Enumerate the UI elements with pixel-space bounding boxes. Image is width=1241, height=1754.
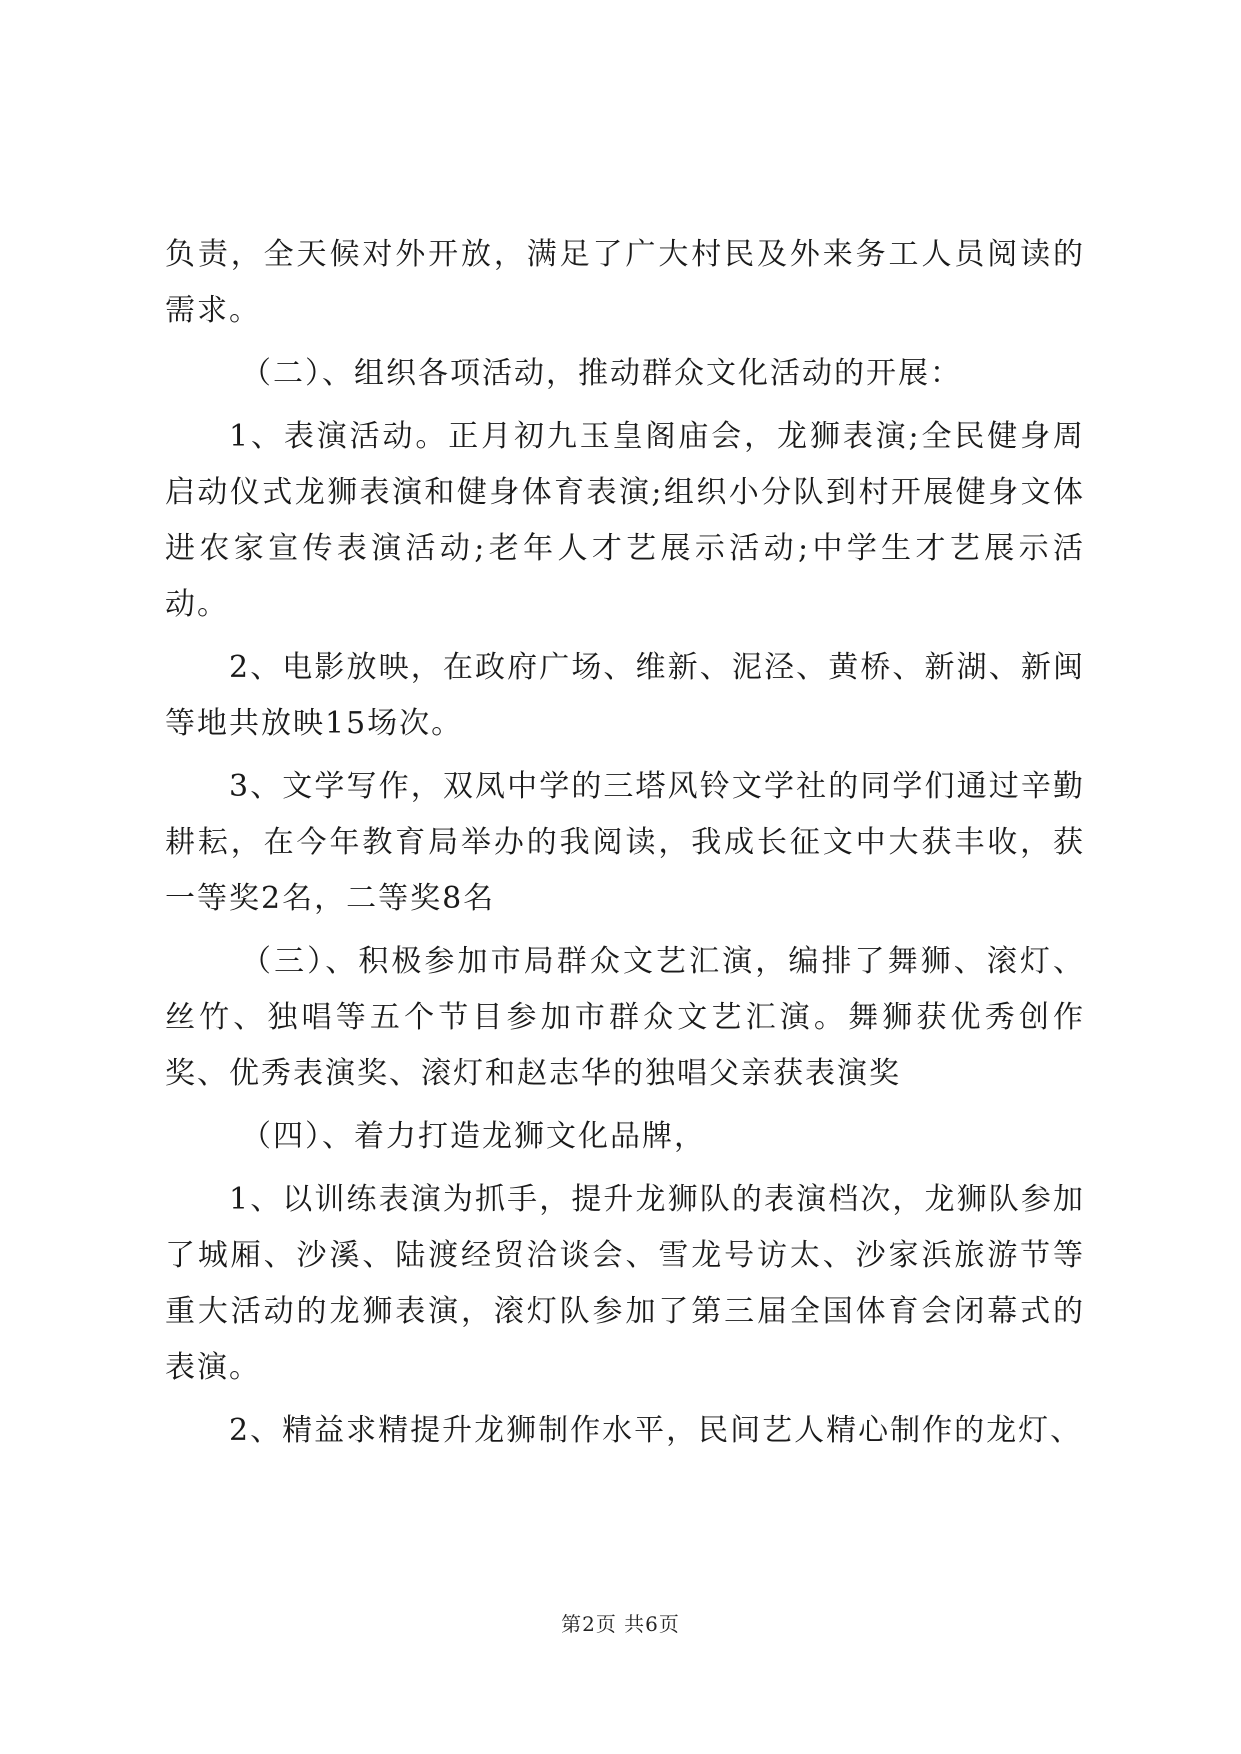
paragraph-continuation: 负责，全天候对外开放，满足了广大村民及外来务工人员阅读的需求。	[165, 237, 1085, 328]
document-body	[165, 227, 1085, 1466]
section-heading-3: （三）、积极参加市局群众文艺汇演，编排了舞狮、滚灯、丝竹、独唱等五个节目参加市群众文艺汇演。舞狮获优秀创作奖、优秀表演奖、滚灯和赵志华的独唱父亲获表演奖	[165, 944, 1085, 1091]
section-heading-4: （四）、着力打造龙狮文化品牌，	[241, 1119, 706, 1154]
page-number-footer: 第2页 共6页	[561, 1612, 680, 1636]
paragraph-item-training: 1、以训练表演为抓手，提升龙狮队的表演档次，龙狮队参加了城厢、沙溪、陆渡经贸洽谈会、雪龙号访太、沙家浜旅游节等重大活动的龙狮表演，滚灯队参加了第三届全国体育会闭幕式的表演。	[165, 1182, 1085, 1385]
paragraph-item-writing: 3、文学写作，双凤中学的三塔风铃文学社的同学们通过辛勤耕耘，在今年教育局举办的我阅读，我成长征文中大获丰收，获一等奖2名，二等奖8名	[165, 769, 1085, 916]
section-heading-2: （二）、组织各项活动，推动群众文化活动的开展：	[241, 356, 962, 391]
paragraph-item-performance: 1、表演活动。正月初九玉皇阁庙会，龙狮表演;全民健身周启动仪式龙狮表演和健身体育表演;组织小分队到村开展健身文体进农家宣传表演活动;老年人才艺展示活动;中学生才艺展示活动。	[165, 419, 1085, 622]
paragraph-item-craft: 2、精益求精提升龙狮制作水平，民间艺人精心制作的龙灯、	[229, 1413, 1083, 1448]
paragraph-item-film: 2、电影放映，在政府广场、维新、泥泾、黄桥、新湖、新闽等地共放映15场次。	[165, 650, 1085, 741]
